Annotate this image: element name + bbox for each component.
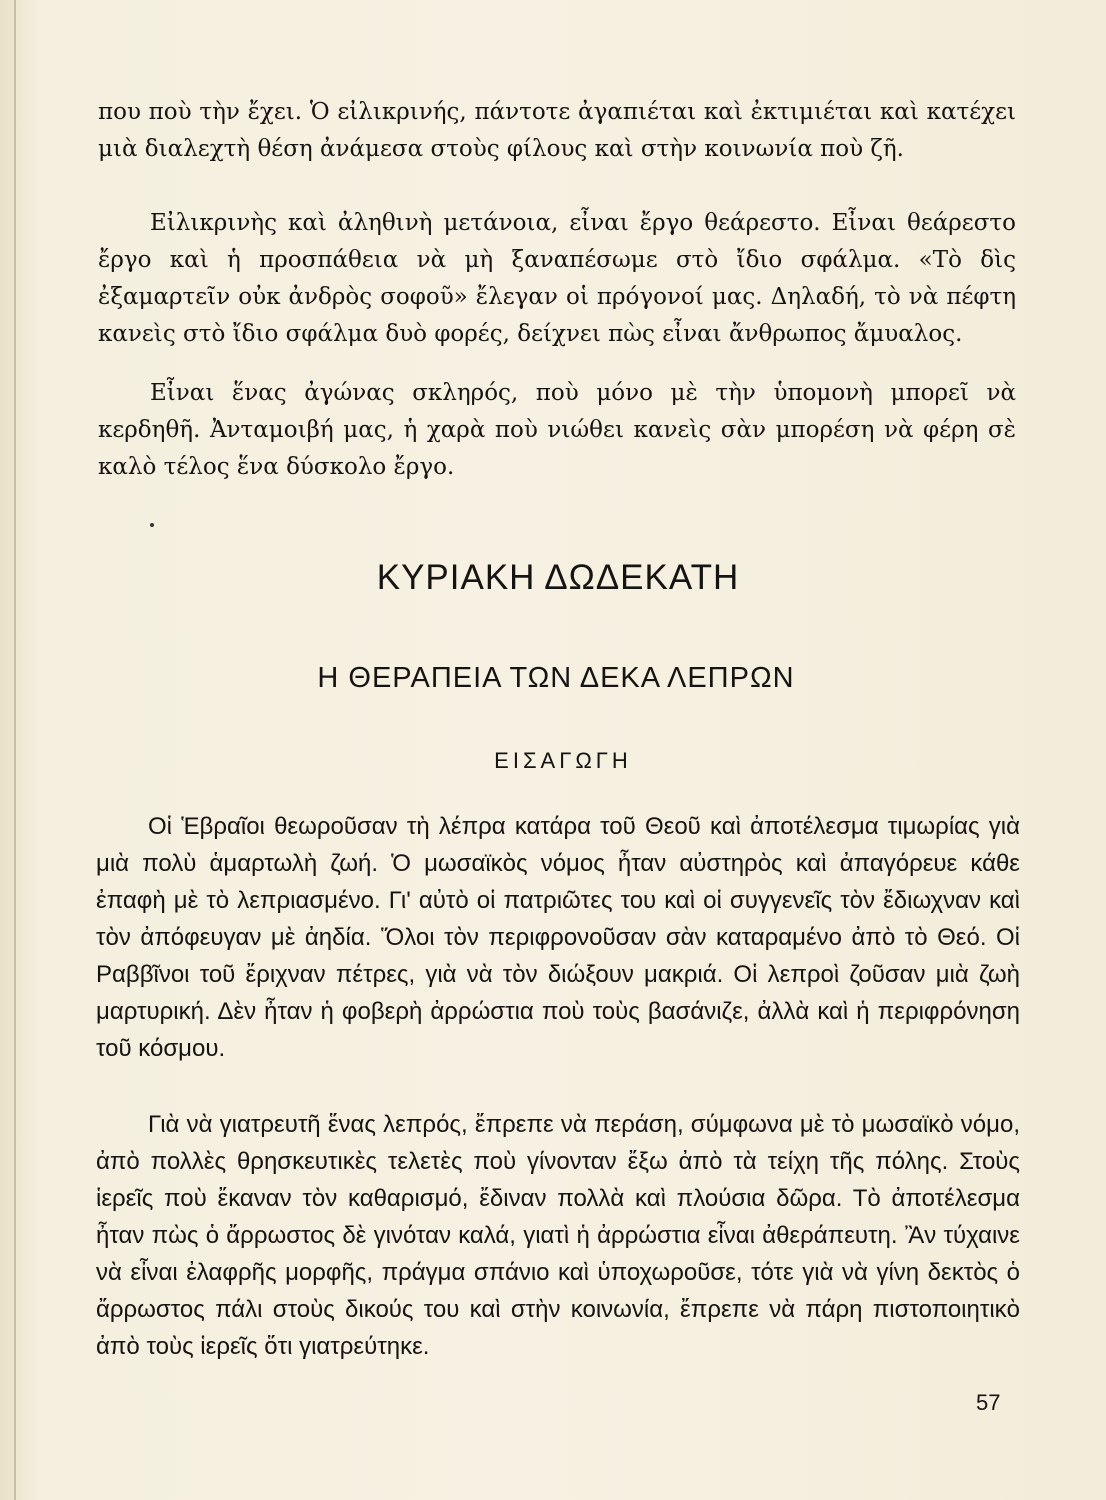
print-speck	[150, 523, 154, 527]
paragraph-leprosy: Οἱ Ἑβραῖοι θεωροῦσαν τὴ λέπρα κατάρα τοῦ Θεοῦ καὶ ἀποτέλεσμα τιμωρίας γιὰ μιὰ πολὺ ἁμαρτωλὴ ζωή. Ὁ μωσαϊκὸς νόμος ἦταν αὐστηρὸς καὶ ἀπαγόρευε κάθε ἐπαφὴ μὲ τὸ λεπριασμένο. Γι' αὐτὸ οἱ πατριῶτες του καὶ οἱ συγγενεῖς τὸν ἔδιωχναν καὶ τὸν ἀπόφευγαν μὲ ἀηδία. Ὅλοι τὸν περιφρονοῦσαν σὰν καταραμένο ἀπὸ τὸ Θεό. Οἱ Ραββῖνοι τοῦ ἔριχναν πέτρες, γιὰ νὰ τὸν διώξουν μακριά. Οἱ λεπροὶ ζοῦσαν μιὰ ζωὴ μαρτυρική. Δὲν ἦταν ἡ φοβερὴ ἀρρώστια ποὺ τοὺς βασάνιζε, ἀλλὰ καὶ ἡ περιφρόνηση τοῦ κόσμου.	[96, 813, 1020, 1062]
paragraph-repentance: Εἰλικρινὴς καὶ ἀληθινὴ μετάνοια, εἶναι ἔργο θεάρεστο. Εἶναι θεάρεστο ἔργο καὶ ἡ προσπάθεια νὰ μὴ ξαναπέσωμε στὸ ἴδιο σφάλμα. «Τὸ δὶς ἐξαμαρτεῖν οὐκ ἀνδρὸς σοφοῦ» ἔλεγαν οἱ πρόγονοί μας. Δηλαδή, τὸ νὰ πέφτη κανεὶς στὸ ἴδιο σφάλμα δυὸ φορές, δείχνει πὼς εἶναι ἄνθρωπος ἄμυαλος.	[98, 210, 1016, 347]
section-heading-introduction: ΕΙΣΑΓΩΓΗ	[494, 748, 632, 773]
page-number: 57	[976, 1390, 1001, 1415]
paragraph-healing: Γιὰ νὰ γιατρευτῆ ἕνας λεπρός, ἔπρεπε νὰ περάση, σύμφωνα μὲ τὸ μωσαϊκὸ νόμο, ἀπὸ πολλὲς θρησκευτικὲς τελετὲς ποὺ γίνονταν ἔξω ἀπὸ τὰ τείχη τῆς πόλης. Στοὺς ἱερεῖς ποὺ ἔκαναν τὸν καθαρισμό, ἔδιναν πολλὰ καὶ πλούσια δῶρα. Τὸ ἀποτέλεσμα ἦταν πὼς ὁ ἄρρωστος δὲ γινόταν καλά, γιατὶ ἡ ἀρρώστια εἶναι ἀθεράπευτη. Ἂν τύχαινε νὰ εἶναι ἐλαφρῆς μορφῆς, πράγμα σπάνιο καὶ ὑποχωροῦσε, τότε γιὰ νὰ γίνη δεκτὸς ὁ ἄρρωστος πάλι στοὺς δικούς του καὶ στὴν κοινωνία, ἔπρεπε νὰ πάρη πιστοποιητικὸ ἀπὸ τοὺς ἱερεῖς ὅτι γιατρεύτηκε.	[96, 1111, 1020, 1360]
paragraph-struggle: Εἶναι ἕνας ἀγώνας σκληρός, ποὺ μόνο μὲ τὴν ὑπομονὴ μπορεῖ νὰ κερδηθῆ. Ἀνταμοιβή μας, ἡ χαρὰ ποὺ νιώθει κανεὶς σὰν μπορέση νὰ φέρη σὲ καλὸ τέλος ἕνα δύσκολο ἔργο.	[98, 380, 1016, 480]
chapter-title: ΚΥΡΙΑΚΗ ΔΩΔΕΚΑΤΗ	[376, 558, 740, 597]
paragraph-continuation: που ποὺ τὴν ἔχει. Ὁ εἰλικρινής, πάντοτε ἀγαπιέται καὶ ἐκτιμιέται καὶ κατέχει μιὰ διαλεχτὴ θέση ἀνάμεσα στοὺς φίλους καὶ στὴν κοινωνία ποὺ ζῆ.	[98, 99, 1016, 162]
chapter-subtitle: Η ΘΕΡΑΠΕΙΑ ΤΩΝ ΔΕΚΑ ΛΕΠΡΩΝ	[317, 662, 795, 694]
